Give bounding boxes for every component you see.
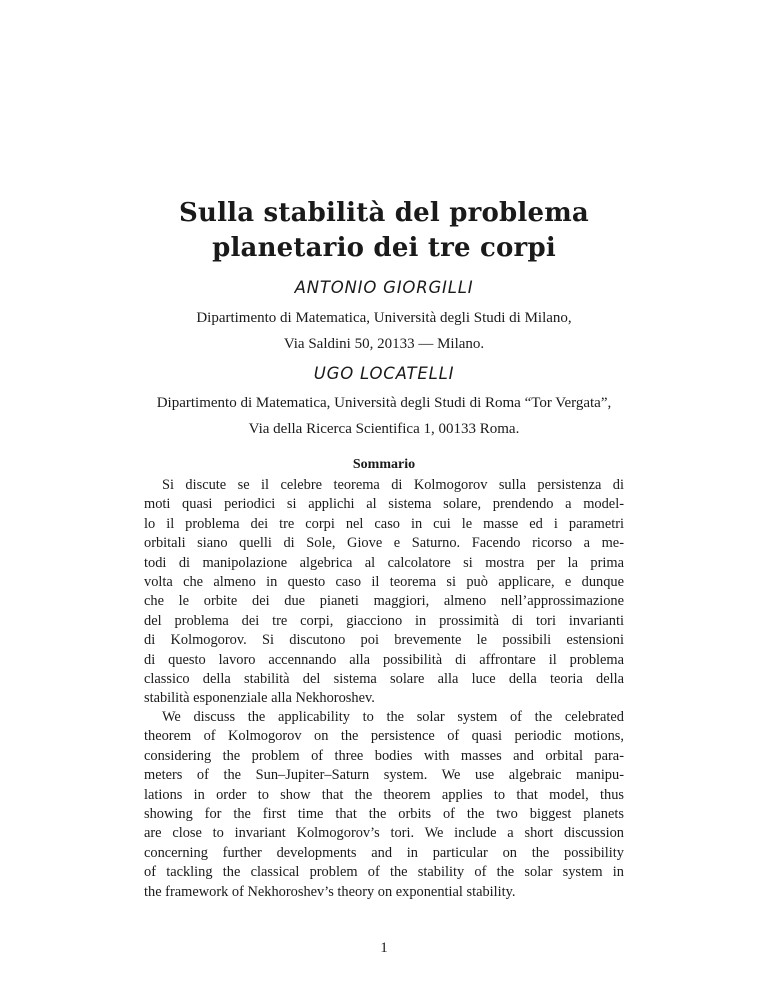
author-affiliation-2 — [0, 390, 768, 442]
abstract-heading: Sommario — [352, 457, 416, 472]
abstract-line: considering the problem of three bodies with masses and orbital para- — [144, 747, 624, 764]
abstract-line: stabilità esponenziale alla Nekhoroshev. — [144, 690, 375, 707]
abstract-line: theorem of Kolmogorov on the persistence of quasi periodic motions, — [144, 728, 624, 745]
abstract-line: concerning further developments and in particular on the possibility — [144, 844, 624, 861]
abstract-line: del problema dei tre corpi, giacciono in prossimità di tori invarianti — [144, 612, 624, 629]
abstract-line: showing for the first time that the orbits of the two biggest planets — [144, 806, 624, 823]
abstract-line: the framework of Nekhoroshev’s theory on exponential stability. — [144, 883, 516, 900]
affiliation-line: Dipartimento di Matematica, Università degli Studi di Roma “Tor Vergata”, — [156, 395, 612, 411]
author-name-2: UGO LOCATELLI — [313, 364, 455, 383]
abstract-line: are close to invariant Kolmogorov’s tori. We include a short discussion — [144, 825, 624, 842]
title-line-1: Sulla stabilità del problema — [179, 198, 589, 228]
abstract-line: che le orbite dei due pianeti maggiori, almeno nell’approssimazione — [144, 593, 624, 610]
affiliation-line: Dipartimento di Matematica, Università degli Studi di Milano, — [196, 310, 572, 326]
paper-title — [0, 196, 768, 266]
abstract-line: orbitali siano quelli di Sole, Giove e Saturno. Facendo ricorso a me- — [144, 535, 624, 552]
abstract-line: moti quasi periodici si applichi al sistema solare, prendendo a model- — [144, 496, 624, 513]
author-name-1: ANTONIO GIORGILLI — [294, 278, 474, 297]
abstract-line: lo il problema dei tre corpi nel caso in cui le masse ed i parametri — [144, 515, 624, 532]
abstract-line: classico della stabilità del sistema solare alla luce della teoria della — [144, 671, 624, 688]
abstract-line: lations in order to show that the theorem applies to that model, thus — [144, 786, 624, 803]
author-affiliation-1 — [0, 305, 768, 357]
abstract-line: di Kolmogorov. Si discutono poi brevemente le possibili estensioni — [144, 632, 624, 649]
abstract-line: volta che almeno in questo caso il teorema si può applicare, e dunque — [144, 574, 624, 591]
abstract-english — [144, 708, 624, 902]
abstract-line: We discuss the applicability to the solar system of the celebrated — [162, 709, 624, 725]
title-line-2: planetario dei tre corpi — [212, 233, 556, 263]
abstract-line: meters of the Sun–Jupiter–Saturn system. We use algebraic manipu- — [144, 767, 624, 784]
abstract-line: todi di manipolazione algebrica al calcolatore si mostra per la prima — [144, 554, 624, 571]
page-number: 1 — [380, 940, 388, 956]
affiliation-line: Via Saldini 50, 20133 — Milano. — [283, 336, 485, 352]
abstract-line: Si discute se il celebre teorema di Kolmogorov sulla persistenza di — [162, 477, 624, 493]
abstract-line: of tackling the classical problem of the stability of the solar system in — [144, 864, 624, 881]
abstract-line: di questo lavoro accennando alla possibilità di affrontare il problema — [144, 651, 624, 668]
affiliation-line: Via della Ricerca Scientifica 1, 00133 Roma. — [248, 421, 520, 437]
abstract-italian — [144, 476, 624, 709]
